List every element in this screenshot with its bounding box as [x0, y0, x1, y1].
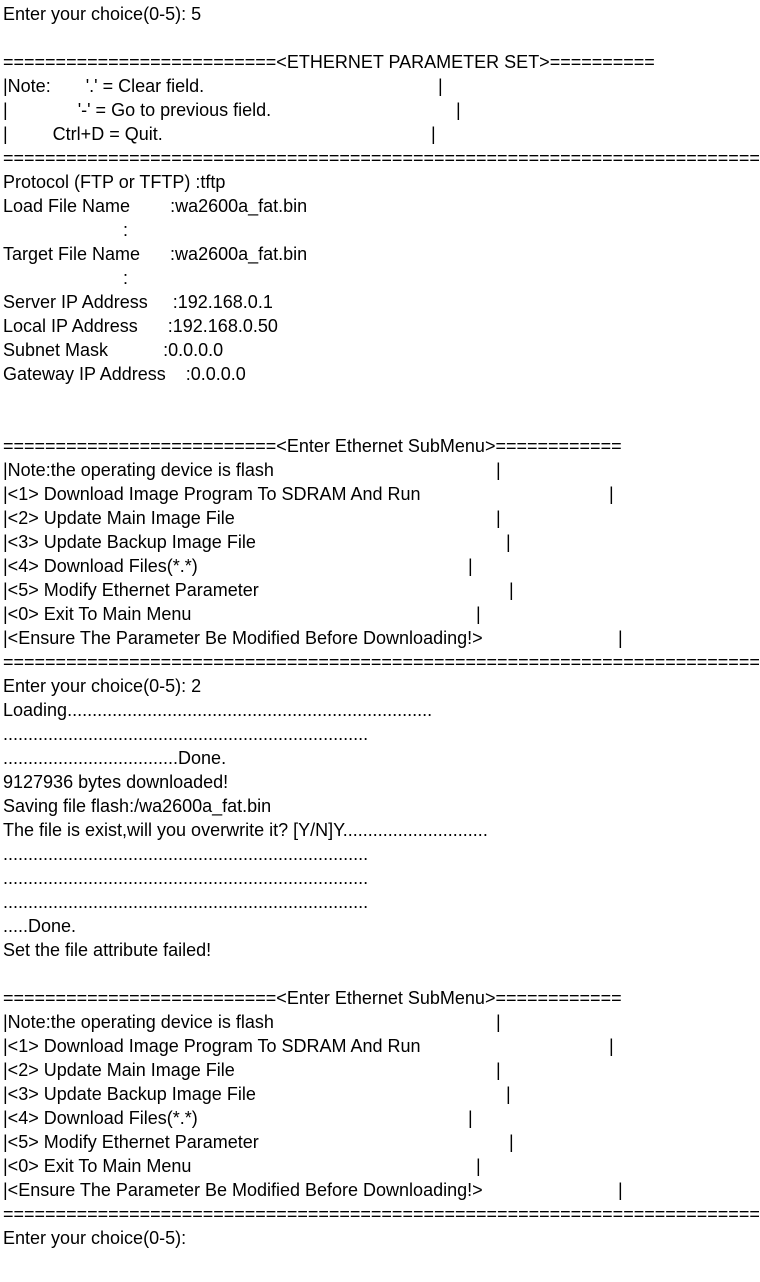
note-line: |Note: '.' = Clear field.	[3, 76, 205, 96]
separator-rule: ========================================================================	[3, 1204, 760, 1224]
param-local-ip: Local IP Address :192.168.0.50	[3, 316, 278, 336]
border-bar: |	[468, 1108, 473, 1128]
param-subnet-mask: Subnet Mask :0.0.0.0	[3, 340, 224, 360]
border-bar: |	[496, 508, 501, 528]
menu-item-5: |<5> Modify Ethernet Parameter	[3, 1132, 259, 1152]
border-bar: |	[496, 460, 501, 480]
prompt-line: Enter your choice(0-5): 2	[3, 676, 202, 696]
menu-warning: |<Ensure The Parameter Be Modified Before Downloading!>	[3, 628, 483, 648]
terminal-line: Enter your choice(0-5): 5	[3, 4, 202, 24]
param-continuation: :	[3, 220, 129, 240]
progress-done: ...................................Done.	[3, 748, 227, 768]
saving-file: Saving file flash:/wa2600a_fat.bin	[3, 796, 272, 816]
progress-line: .........................................................................	[3, 868, 369, 888]
menu-item-3: |<3> Update Backup Image File	[3, 532, 256, 552]
border-bar: |	[476, 604, 481, 624]
note-line: | Ctrl+D = Quit.	[3, 124, 163, 144]
border-bar: |	[468, 556, 473, 576]
border-bar: |	[496, 1012, 501, 1032]
progress-done: .....Done.	[3, 916, 77, 936]
progress-line: .........................................................................	[3, 892, 369, 912]
menu-item-4: |<4> Download Files(*.*)	[3, 556, 198, 576]
border-bar: |	[618, 1180, 623, 1200]
border-bar: |	[509, 1132, 514, 1152]
border-bar: |	[456, 100, 461, 120]
border-bar: |	[438, 76, 443, 96]
menu-item-1: |<1> Download Image Program To SDRAM And Run	[3, 484, 421, 504]
menu-item-2: |<2> Update Main Image File	[3, 1060, 235, 1080]
menu-note: |Note:the operating device is flash	[3, 460, 274, 480]
border-bar: |	[431, 124, 436, 144]
progress-line: Loading.........................................................................	[3, 700, 433, 720]
param-target-file-name: Target File Name :wa2600a_fat.bin	[3, 244, 308, 264]
border-bar: |	[506, 1084, 511, 1104]
border-bar: |	[506, 532, 511, 552]
section-header-ethernet-parameter-set: ==========================<ETHERNET PARAMETER SET>==========	[3, 52, 655, 72]
note-line: | '-' = Go to previous field.	[3, 100, 272, 120]
param-protocol: Protocol (FTP or TFTP) :tftp	[3, 172, 226, 192]
param-server-ip: Server IP Address :192.168.0.1	[3, 292, 273, 312]
menu-item-2: |<2> Update Main Image File	[3, 508, 235, 528]
input-prompt[interactable]: Enter your choice(0-5):	[3, 1228, 187, 1248]
border-bar: |	[476, 1156, 481, 1176]
param-gateway-ip: Gateway IP Address :0.0.0.0	[3, 364, 246, 384]
border-bar: |	[509, 580, 514, 600]
border-bar: |	[496, 1060, 501, 1080]
border-bar: |	[609, 484, 614, 504]
overwrite-prompt: The file is exist,will you overwrite it? [Y/N]Y.............................	[3, 820, 488, 840]
menu-warning: |<Ensure The Parameter Be Modified Before Downloading!>	[3, 1180, 483, 1200]
separator-rule: ========================================================================	[3, 148, 760, 168]
section-header-ethernet-submenu: ==========================<Enter Ethernet SubMenu>============	[3, 988, 622, 1008]
menu-note: |Note:the operating device is flash	[3, 1012, 274, 1032]
menu-item-5: |<5> Modify Ethernet Parameter	[3, 580, 259, 600]
error-message: Set the file attribute failed!	[3, 940, 212, 960]
param-load-file-name: Load File Name :wa2600a_fat.bin	[3, 196, 308, 216]
section-header-ethernet-submenu: ==========================<Enter Ethernet SubMenu>============	[3, 436, 622, 456]
menu-item-3: |<3> Update Backup Image File	[3, 1084, 256, 1104]
progress-line: .........................................................................	[3, 844, 369, 864]
border-bar: |	[618, 628, 623, 648]
bytes-downloaded: 9127936 bytes downloaded!	[3, 772, 229, 792]
separator-rule: ========================================================================	[3, 652, 760, 672]
border-bar: |	[609, 1036, 614, 1056]
menu-item-0: |<0> Exit To Main Menu	[3, 1156, 192, 1176]
menu-item-0: |<0> Exit To Main Menu	[3, 604, 192, 624]
progress-line: .........................................................................	[3, 724, 369, 744]
param-continuation: :	[3, 268, 129, 288]
menu-item-1: |<1> Download Image Program To SDRAM And Run	[3, 1036, 421, 1056]
menu-item-4: |<4> Download Files(*.*)	[3, 1108, 198, 1128]
